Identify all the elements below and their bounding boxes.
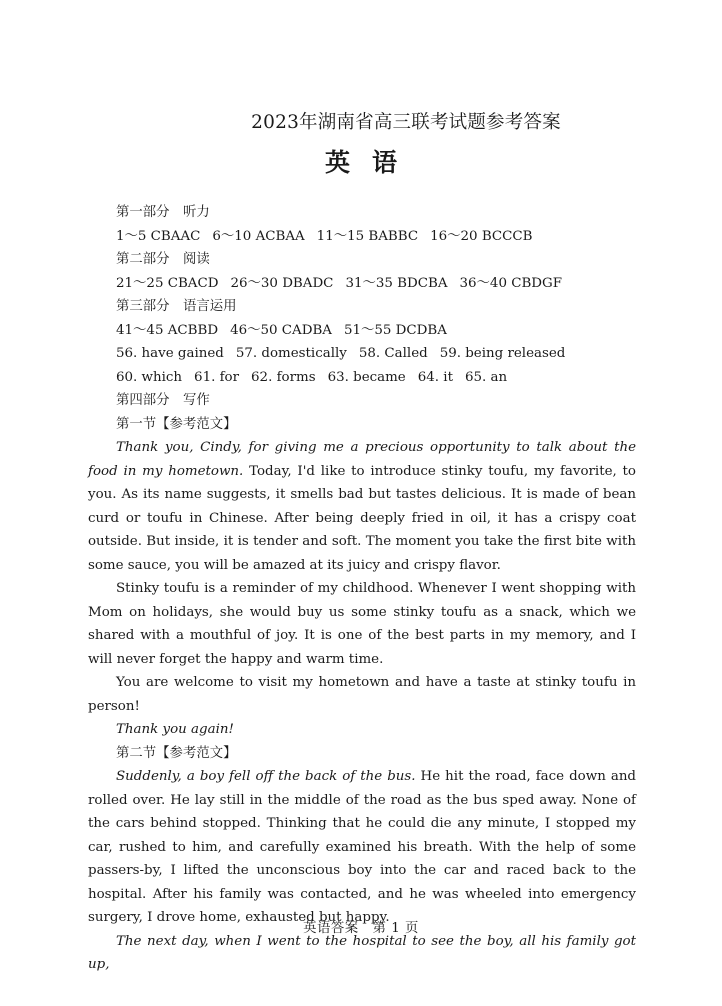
answer-group: 21～25 CBACD: [116, 275, 219, 291]
answer-group: 16～20 BCCCB: [430, 228, 533, 244]
section-heading: 第一节【参考范文】: [116, 416, 237, 432]
essay-paragraph: [88, 436, 636, 577]
page-footer: 英语答案 第 1 页: [303, 921, 419, 936]
fill-answer: 59. being released: [439, 346, 566, 361]
essay-paragraph: You are welcome to visit my hometown and have a taste at stinky toufu in person!: [88, 675, 636, 714]
essay-text: Today, I'd like to introduce stinky toufu, my favorite, to you. As its name suggests, it smells bad but tastes delicious. It is made of bean curd or toufu in Chinese. After being deeply fried in oil, it has a crispy coat outside. But inside, it is tender and soft. The moment you take the first bite with some sauce, you will be amazed at its juicy and crispy flavor.: [88, 463, 636, 573]
essay-paragraph: [88, 765, 636, 930]
part-heading: 第一部分 听力: [116, 205, 210, 220]
fill-answer-row: [116, 366, 636, 390]
fill-answer: 56. have gained: [116, 346, 224, 361]
subject-heading: 英语: [324, 148, 419, 177]
fill-answer: 63. became: [327, 369, 406, 385]
part-heading: 第二部分 阅读: [116, 252, 210, 267]
answer-group: 11～15 BABBC: [316, 228, 419, 244]
section-heading: 第二节【参考范文】: [116, 745, 237, 761]
answer-row: [116, 272, 636, 296]
answer-group: 46～50 CADBA: [230, 322, 332, 338]
answer-group: 1～5 CBAAC: [116, 228, 201, 244]
answer-group: 41～45 ACBBD: [116, 322, 219, 338]
essay-opening-italic: Thank you, Cindy, for giving me a precious opportunity to talk about the food in my hometown.: [88, 440, 636, 479]
essay-text: He hit the road, face down and rolled over. He lay still in the middle of the road as the bus sped away. None of the cars behind stopped. Thinking that he could die any minute, I stopped my car, rushed to him, and carefully examined his breath. With the help of some passers-by, I lifted the unconscious boy into the car and raced back to the hospital. After his family was contacted, and he was wheeled into emergency surgery, I drove home, exhausted but happy.: [88, 769, 637, 925]
part-heading: 第三部分 语言运用: [116, 299, 237, 314]
essay-paragraph: Stinky toufu is a reminder of my childhood. Whenever I went shopping with Mom on holidays, she would buy us some stinky toufu as a snack, which we shared with a mouthful of joy. It is one of the best parts in my memory, and I will never forget the happy and warm time.: [88, 581, 636, 667]
answer-content: [88, 201, 636, 977]
answer-group: 26～30 DBADC: [230, 275, 334, 291]
answer-group: 6～10 ACBAA: [212, 228, 305, 244]
answer-row: [116, 225, 636, 249]
page-title: 2023年湖南省高三联考试题参考答案: [251, 112, 561, 133]
fill-answer: 61. for: [194, 369, 240, 385]
essay-paragraph: The next day, when I went to the hospital to see the boy, all his family got up,: [88, 933, 636, 972]
part-heading: 第四部分 写作: [116, 393, 210, 408]
fill-answer: 58. Called: [358, 346, 428, 361]
answer-group: 36～40 CBDGF: [459, 275, 563, 291]
fill-answer: 65. an: [464, 369, 508, 385]
answer-row: [116, 319, 636, 343]
fill-answer-row: [116, 342, 636, 366]
fill-answer: 57. domestically: [235, 346, 347, 361]
essay-closing: Thank you again!: [116, 722, 234, 737]
fill-answer: 60. which: [116, 369, 183, 385]
answer-group: 51～55 DCDBA: [343, 322, 447, 338]
essay-opening-italic: Suddenly, a boy fell off the back of the bus.: [116, 769, 416, 784]
fill-answer: 64. it: [417, 369, 453, 385]
fill-answer: 62. forms: [251, 369, 316, 385]
answer-group: 31～35 BDCBA: [345, 275, 448, 291]
